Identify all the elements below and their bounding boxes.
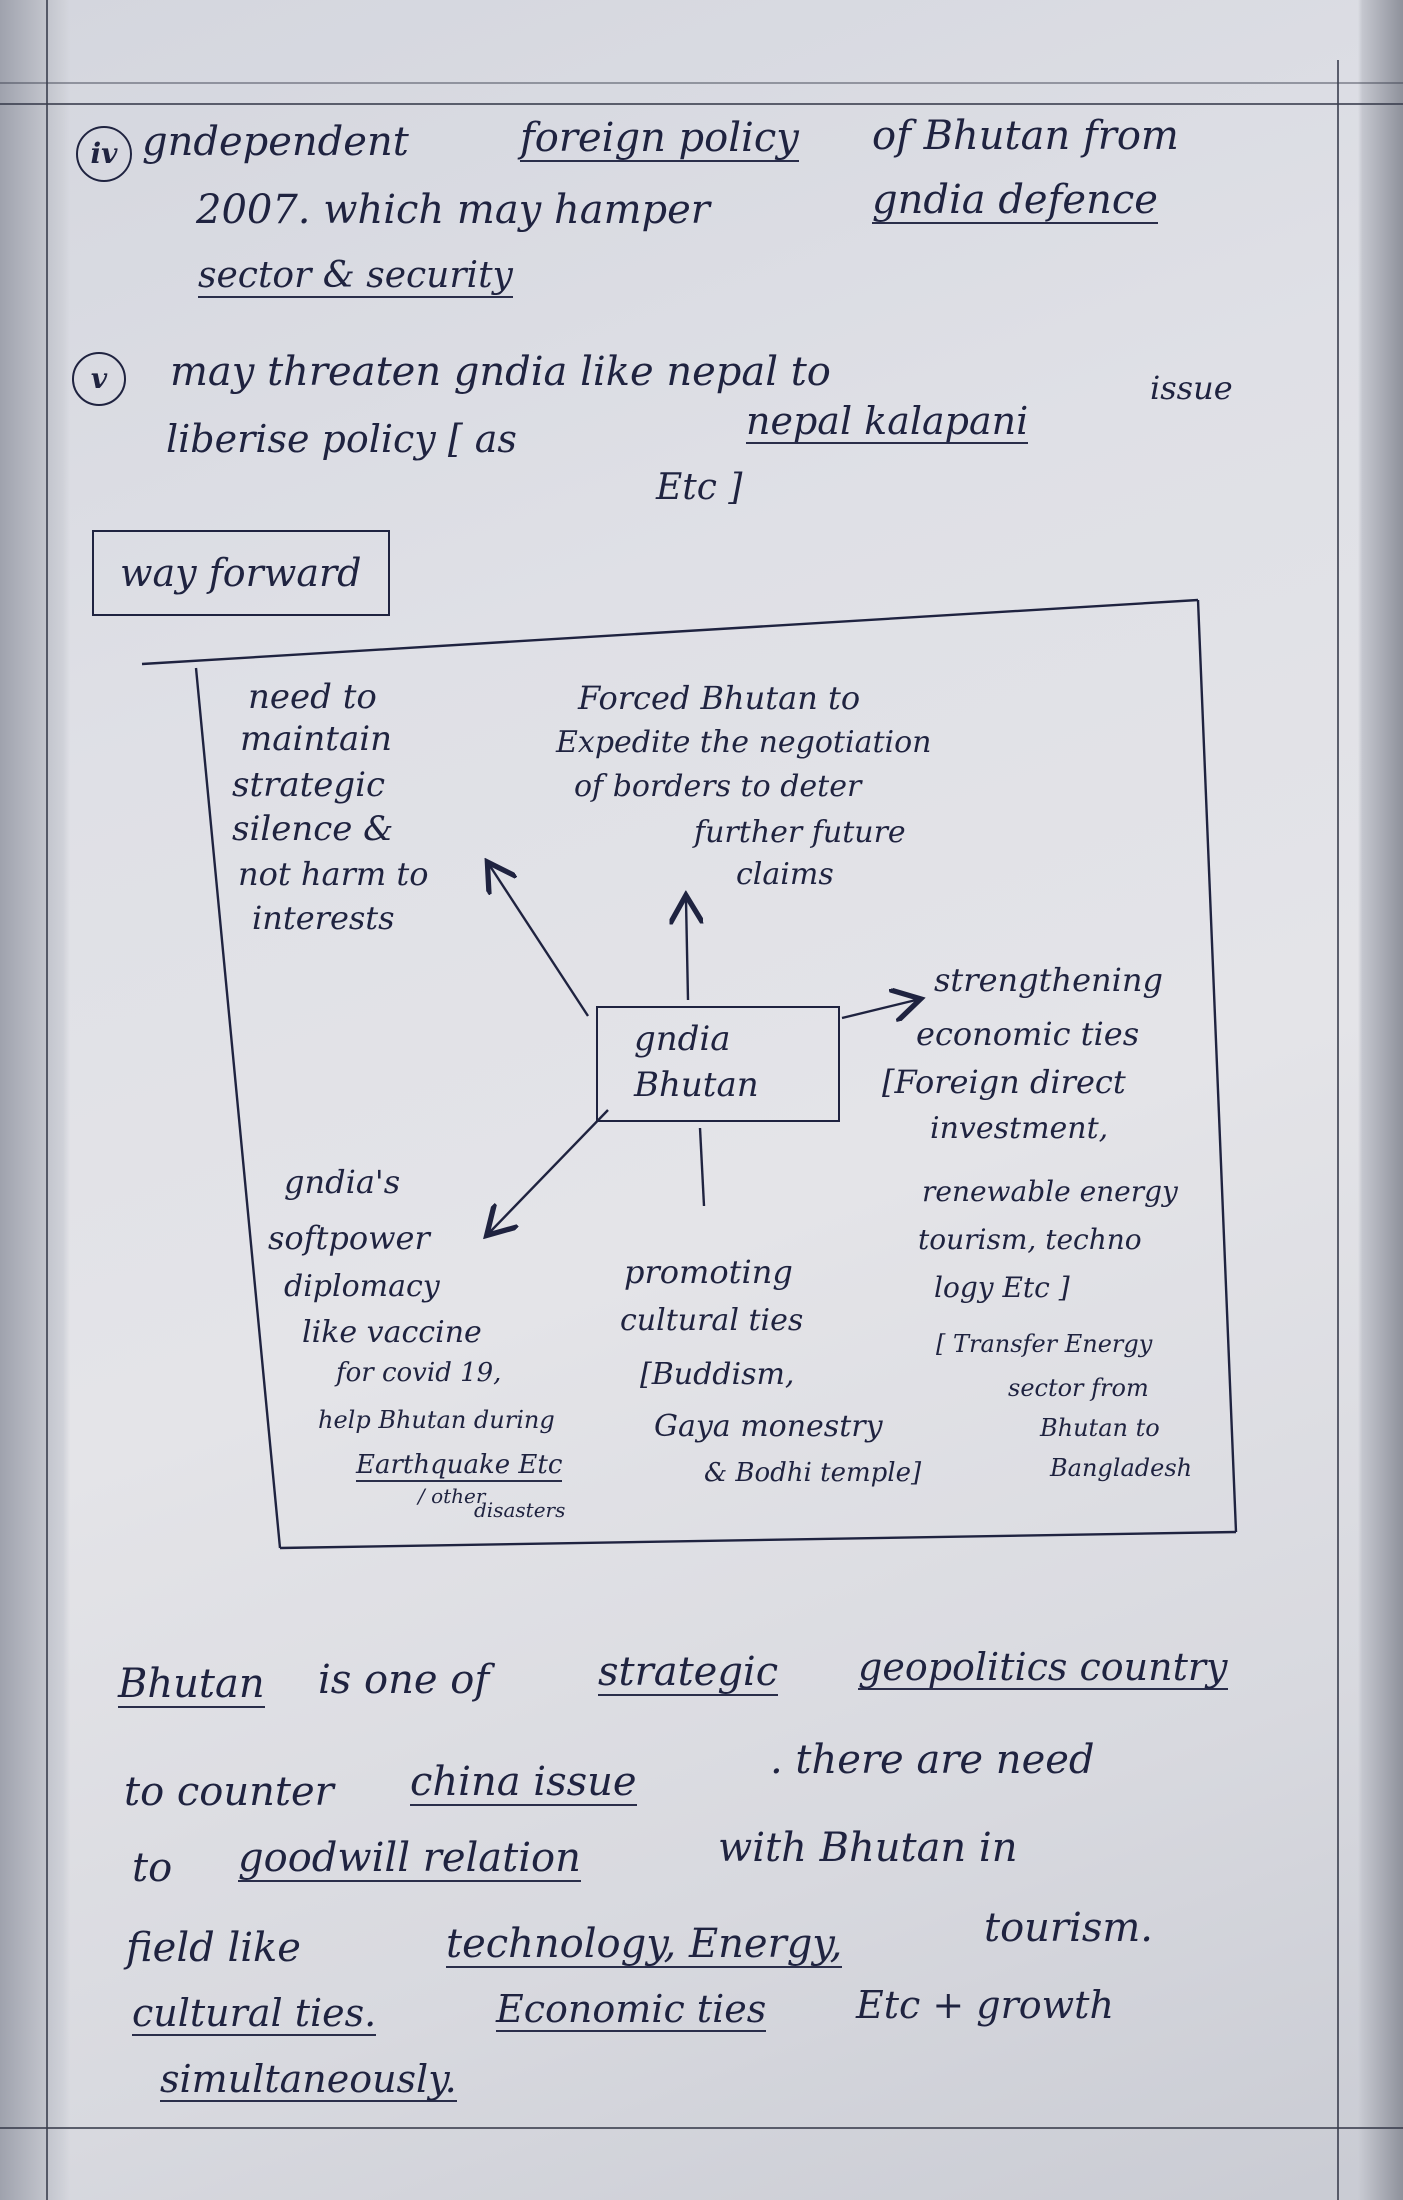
node-right-line: strengthening [934,961,1163,999]
node-right-line: logy Etc ] [934,1271,1070,1304]
conclusion-line6: simultaneously. [160,2057,457,2101]
node-bottom-left-line: / other [418,1484,486,1508]
conclusion-line5-b: Economic ties [496,1987,767,2031]
point-iv-line1-c: of Bhutan from [872,113,1179,159]
node-top-left-line: maintain [240,719,392,759]
node-top-center-line: of borders to deter [574,769,862,804]
node-bottom-center-line: & Bodhi temple] [704,1458,922,1488]
conclusion-line3-b: goodwill relation [238,1835,581,1881]
node-bottom-left-line: gndia's [284,1163,401,1201]
point-iv-line2-b: gndia defence [872,177,1158,223]
conclusion-line1-c: strategic [598,1649,779,1695]
node-bottom-left-line: for covid 19, [336,1358,502,1388]
arrow-top-center [686,900,688,1000]
node-bottom-center-line: Gaya monestry [654,1409,883,1444]
node-top-center-line: further future [694,815,906,850]
point-v-number: v [72,352,126,406]
conclusion-line4-c: tourism. [984,1905,1154,1951]
node-right-line: economic ties [916,1015,1140,1053]
point-iv-line1-b: foreign policy [520,115,799,161]
node-top-center-line: claims [736,857,834,892]
node-right-line: renewable energy [922,1175,1178,1208]
node-right-line: investment, [930,1111,1109,1146]
conclusion-line1-b: is one of [318,1657,490,1703]
point-v-line2-c: issue [1150,369,1233,407]
node-bottom-center-line: promoting [624,1253,793,1291]
point-iv-line1-a: gndependent [142,119,409,165]
point-v-line1: may threaten gndia like nepal to [170,349,831,395]
arrow-right [842,1000,916,1018]
node-bottom-left-line: disasters [474,1498,566,1522]
conclusion-line2-c: . there are need [770,1737,1095,1783]
node-top-center-line: Forced Bhutan to [578,679,861,717]
node-bottom-center-line: [Buddism, [640,1357,795,1392]
diagram-frame-bottom [280,1532,1236,1548]
diagram-frame-right [1198,600,1236,1532]
node-bottom-center-line: cultural ties [620,1303,804,1338]
node-bottom-left-line: help Bhutan during [318,1406,555,1434]
arrow-bottom-left [490,1110,608,1232]
node-bottom-left-line: softpower [268,1219,430,1257]
node-right-line: Bhutan to [1040,1414,1160,1442]
point-iv-line3: sector & security [198,255,513,296]
conclusion-line3-a: to [132,1845,173,1891]
point-iv-line2-a: 2007. which may hamper [196,187,710,233]
conclusion-line1-a: Bhutan [118,1661,265,1707]
point-v-line2-b: nepal kalapani [746,399,1029,443]
node-top-left-line: not harm to [238,855,429,893]
conclusion-line4-b: technology, Energy, [446,1921,843,1967]
node-bottom-left-line: diplomacy [284,1269,440,1304]
conclusion-line5-c: Etc + growth [856,1983,1114,2027]
center-box [596,1006,840,1122]
node-bottom-left-line: like vaccine [302,1315,482,1350]
line-bottom-center [700,1128,704,1206]
node-top-center-line: Expedite the negotiation [556,725,932,760]
node-top-left-line: need to [248,677,377,717]
arrow-top-left [490,866,588,1016]
conclusion-line4-a: field like [126,1925,301,1971]
node-right-line: [ Transfer Energy [936,1330,1153,1358]
node-bottom-left-line: Earthquake Etc [356,1450,563,1480]
conclusion-line3-c: with Bhutan in [718,1825,1018,1871]
point-iv-number: iv [76,126,132,182]
conclusion-line2-b: china issue [410,1759,637,1805]
node-top-left-line: silence & [232,809,394,849]
way-forward-heading: way forward [92,530,390,616]
conclusion-line5-a: cultural ties. [132,1991,377,2035]
point-v-line3: Etc ] [656,467,743,508]
point-v-line2-a: liberise policy [ as [166,417,517,461]
node-top-left-line: strategic [232,765,386,805]
diagram-frame-top [142,600,1198,664]
node-right-line: tourism, techno [918,1223,1142,1256]
center-line1: gndia [634,1019,731,1059]
conclusion-line1-d: geopolitics country [858,1645,1228,1689]
conclusion-line2-a: to counter [124,1769,334,1815]
node-right-line: sector from [1008,1374,1149,1402]
node-right-line: [Foreign direct [882,1063,1126,1101]
node-top-left-line: interests [252,899,395,937]
center-line2: Bhutan [634,1065,759,1105]
node-right-line: Bangladesh [1050,1454,1193,1482]
